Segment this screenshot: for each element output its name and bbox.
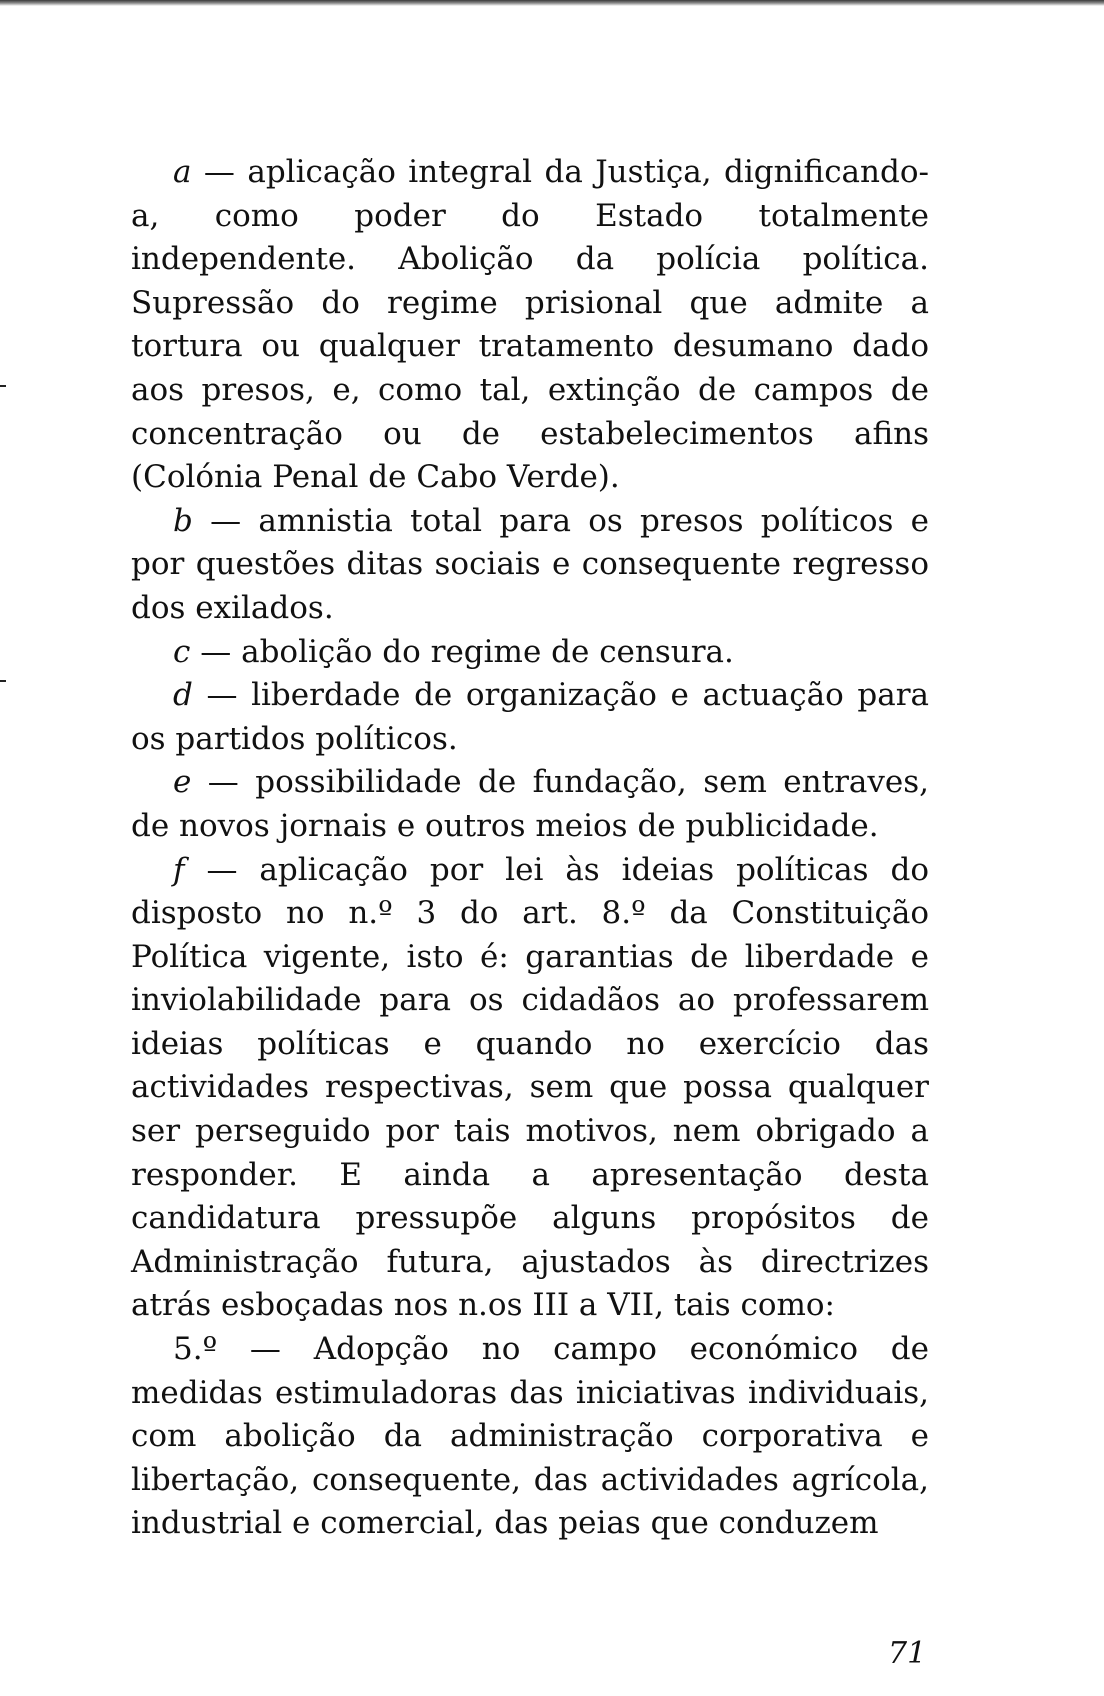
paragraph-a	[131, 151, 929, 500]
paragraph-text: — abolição do regime de censura.	[190, 633, 734, 670]
paragraph-marker: f	[173, 851, 185, 888]
paragraph-text: 5.º — Adopção no campo económico de medidas estimuladoras das iniciativas individuais, com abolição da administração corporativa e libertação, consequente, das actividades agrícola, industrial e comercial, das peias que conduzem	[131, 1331, 929, 1542]
paragraph-marker: b	[173, 502, 193, 539]
body-text	[131, 151, 929, 1546]
paragraph-d	[131, 674, 929, 761]
paragraph-e	[131, 761, 929, 848]
paragraph-marker: a	[173, 154, 192, 190]
paragraph-marker: d	[173, 677, 193, 714]
paragraph-marker: c	[173, 633, 191, 670]
paragraph-text: — aplicação integral da Justiça, dignificando-a, como poder do Estado totalmente independente. Abolição da polícia política. Supressão do regime prisional que admite a tortura ou qualquer tratamento desumano dado aos presos, e, como tal, extinção de campos de concentração ou de estabelecimentos afins (Colónia Penal de Cabo Verde).	[131, 154, 929, 496]
paragraph-text: — liberdade de organização e actuação para os partidos políticos.	[131, 677, 929, 757]
page-top-edge	[0, 0, 1104, 6]
paragraph-text: — possibilidade de fundação, sem entraves, de novos jornais e outros meios de publicidade.	[131, 764, 929, 844]
paragraph-b	[131, 500, 929, 631]
margin-mark	[0, 385, 6, 387]
page-number: 71	[888, 1636, 927, 1671]
paragraph-marker: e	[173, 764, 192, 801]
paragraph-5	[131, 1328, 929, 1546]
paragraph-f	[131, 849, 929, 1329]
paragraph-text: — aplicação por lei às ideias políticas do disposto no n.º 3 do art. 8.º da Constituição Política vigente, isto é: garantias de liberdade e inviolabilidade para os cidadãos ao professarem ideias políticas e quando no exercício das actividades respectivas, sem que possa qualquer ser perseguido por tais motivos, nem obrigado a responder. E ainda a apresentação desta candidatura pressupõe alguns propósitos de Administração futura, ajustados às directrizes atrás esboçadas nos n.os III a VII, tais como:	[131, 851, 929, 1324]
paragraph-text: — amnistia total para os presos políticos e por questões ditas sociais e consequente regresso dos exilados.	[131, 502, 929, 626]
paragraph-c	[131, 631, 929, 675]
margin-mark	[0, 680, 6, 682]
